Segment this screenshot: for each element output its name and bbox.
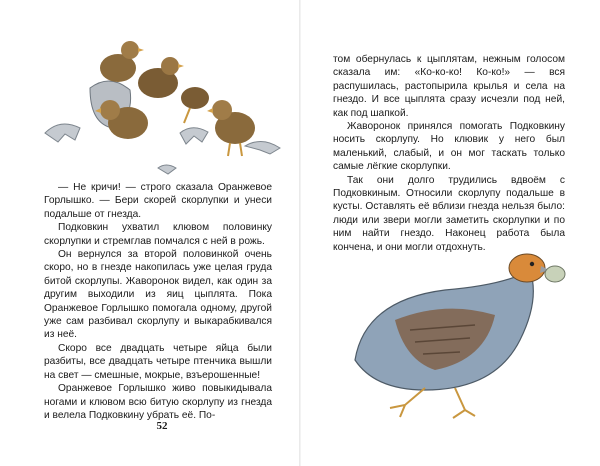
left-paragraph-5: Оранжевое Горлышко живо повыкидывала ногами и клювом всю битую скорлупу из гнезда и велела Подковкину убрать её. По- — [44, 383, 272, 421]
right-text-column — [333, 53, 565, 254]
right-paragraph-2: Жаворонок принялся помогать Подковкину носить скорлупу. Но клювик у него был маленький, слабый, и он мог таскать только самые лёгкие скорлупки. — [333, 121, 565, 173]
right-paragraph-1: том обернулась к цыплятам, нежным голосом сказала им: «Ко-ко-ко! Ко-ко!» — вся распушилась, растопырила крылья и села на гнездо. И все цыплята сразу исчезли под ней, как под шапкой. — [333, 54, 565, 119]
left-paragraph-3: Он вернулся за второй половинкой очень скоро, но в гнезде накопилась уже целая груда битой скорлупы. Жаворонок видел, как один за другим выходили из яиц цыплята. Пока Оранжевое Горлышко помогала одному, другой уже сам разбивал скорлупу и выкарабкивался из неё. — [44, 249, 272, 341]
partridge-with-shell-illustration — [335, 240, 580, 425]
right-paragraph-3: Так они долго трудились вдвоём с Подковкиным. Относили скорлупу подальше в кусты. Оставлять её вблизи гнезда нельзя было: люди или звери могли заметить скорлупки и по ним найти гнездо. Наконец работа была кончена, и они могли отдохнуть. — [333, 174, 565, 253]
right-page — [300, 0, 600, 466]
left-paragraph-4: Скоро все двадцать четыре яйца были разбиты, все двадцать четыре птенчика вышли на свет — смешные, мокрые, взъерошенные! — [44, 342, 272, 381]
page-number: 52 — [156, 420, 168, 432]
left-text-column — [44, 181, 272, 422]
chicks-hatching-illustration — [30, 28, 290, 178]
left-paragraph-2: Подковкин ухватил клювом половинку скорлупки и стремглав помчался с ней в рожь. — [44, 222, 272, 247]
left-paragraph-1: — Не кричи! — строго сказала Оранжевое Горлышко. — Бери скорей скорлупки и унеси подальше от гнезда. — [44, 182, 272, 220]
